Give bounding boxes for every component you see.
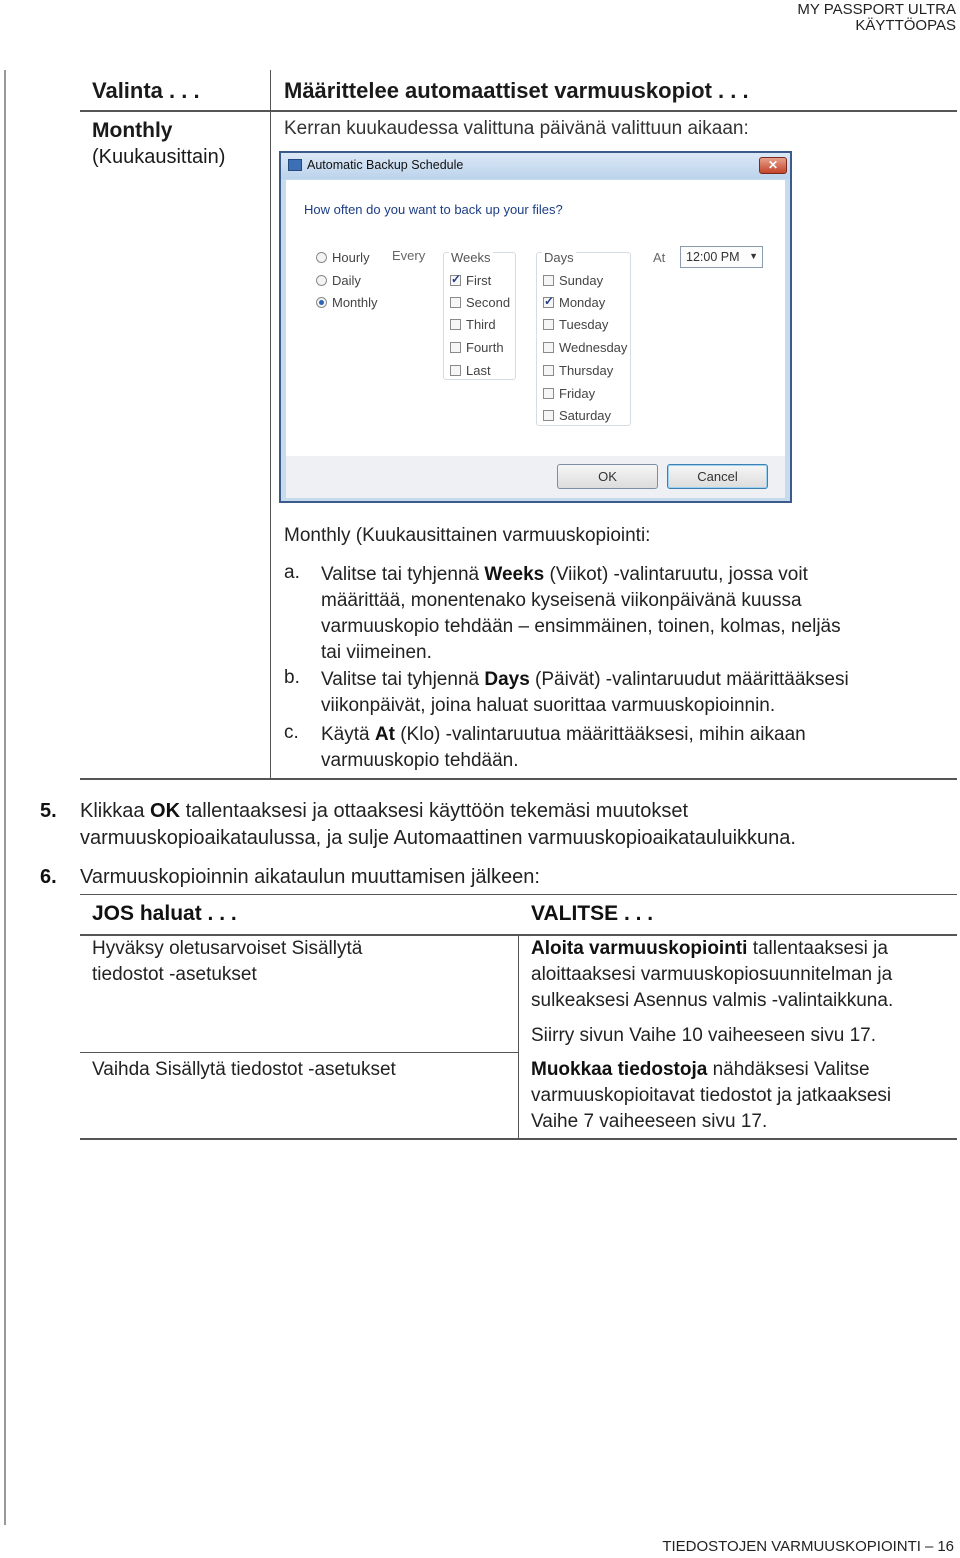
radio-label: Hourly: [332, 250, 370, 265]
running-header: [797, 2, 956, 34]
row1-right: [531, 936, 893, 1014]
dialog-titlebar: [281, 153, 790, 179]
checkbox-day-sunday[interactable]: [543, 273, 603, 288]
item-b-bold: Days: [484, 669, 530, 690]
item-b-text: [321, 667, 849, 719]
col-header-option: Valinta . . .: [92, 78, 200, 103]
checkbox-week-second[interactable]: [450, 295, 510, 310]
checkbox-label: First: [466, 273, 492, 288]
step-5-pre: Klikkaa: [80, 800, 151, 822]
footer-separator: –: [924, 1538, 934, 1555]
at-label: At: [653, 250, 666, 265]
radio-daily[interactable]: [316, 273, 361, 288]
row2-right-line3: Vaihe 7 vaiheeseen sivu 17.: [531, 1111, 768, 1132]
checkbox-label: Monday: [559, 295, 606, 310]
app-icon: [288, 159, 302, 171]
item-letter-b: b.: [284, 667, 300, 688]
footer-page-number: 16: [937, 1538, 954, 1555]
row2-right-bold: Muokkaa tiedostoja: [531, 1059, 708, 1080]
table-row-divider: [80, 1052, 518, 1053]
item-a-bold: Weeks: [484, 564, 545, 585]
row-label-monthly-fi: (Kuukausittain): [92, 146, 226, 168]
col-header-if-you-want: JOS haluat . . .: [92, 902, 237, 925]
checkbox-label: Wednesday: [559, 340, 628, 355]
checkbox-day-friday[interactable]: [543, 386, 595, 401]
item-a-line3: varmuuskopio tehdään – ensimmäinen, toinen, kolmas, neljäs: [321, 616, 841, 637]
checkbox-day-monday[interactable]: [543, 295, 605, 310]
step-6-number: 6.: [40, 866, 57, 888]
step-6-text: Varmuuskopioinnin aikataulun muuttamisen jälkeen:: [80, 866, 540, 888]
item-c-pre: Käytä: [321, 724, 375, 745]
checkbox-day-saturday[interactable]: [543, 408, 611, 423]
radio-label: Daily: [332, 273, 361, 288]
row1-right-line1: tallentaaksesi ja: [747, 938, 888, 959]
dropdown-arrow-icon: ▼: [749, 251, 758, 261]
weeks-group-title: Weeks: [451, 250, 491, 265]
checkbox-box: [543, 275, 554, 286]
checkbox-box: [450, 275, 461, 286]
checkbox-box: [450, 297, 461, 308]
item-letter-a: a.: [284, 562, 300, 583]
table-column-divider: [518, 935, 519, 1140]
item-a-text: [321, 562, 841, 666]
row1-left: [92, 936, 362, 988]
checkbox-box: [543, 365, 554, 376]
item-letter-c: c.: [284, 722, 299, 743]
row2-right-line1: nähdäksesi Valitse: [707, 1059, 870, 1080]
days-group-title: Days: [544, 250, 574, 265]
table-column-divider: [270, 70, 271, 780]
checkbox-week-last[interactable]: [450, 363, 491, 378]
row1-right-line2: aloittaaksesi varmuuskopiosuunnitelman ja: [531, 964, 893, 985]
item-c-line2: varmuuskopio tehdään.: [321, 750, 519, 771]
close-icon[interactable]: ✕: [759, 157, 787, 174]
row1-left-line2: tiedostot -asetukset: [92, 964, 257, 985]
checkbox-label: Tuesday: [559, 317, 609, 332]
checkbox-box: [450, 365, 461, 376]
dialog-footer: [286, 456, 785, 498]
checkbox-day-thursday[interactable]: [543, 363, 613, 378]
step-5-number: 5.: [40, 800, 57, 822]
item-b-pre: Valitse tai tyhjennä: [321, 669, 485, 690]
dialog-title: Automatic Backup Schedule: [307, 158, 464, 172]
checkbox-day-tuesday[interactable]: [543, 317, 608, 332]
checkbox-label: Sunday: [559, 273, 604, 288]
header-doc-type: KÄYTTÖOPAS: [855, 17, 956, 34]
checkbox-label: Saturday: [559, 408, 612, 423]
checkbox-day-wednesday[interactable]: [543, 340, 627, 355]
checkbox-box: [450, 319, 461, 330]
row1-right-goto: Siirry sivun Vaihe 10 vaiheeseen sivu 17.: [531, 1025, 877, 1046]
radio-label: Monthly: [332, 295, 378, 310]
header-product: MY PASSPORT ULTRA: [797, 1, 956, 18]
checkbox-label: Third: [466, 317, 496, 332]
item-a-line2: määrittää, monentenako kyseisenä viikonpäivänä kuussa: [321, 590, 802, 611]
item-b-line2: viikonpäivät, joina haluat suorittaa varmuuskopioinnin.: [321, 695, 776, 716]
item-b-post: (Päivät) -valintaruudut määrittääksesi: [529, 669, 849, 690]
cancel-button[interactable]: Cancel: [667, 464, 768, 489]
checkbox-label: Fourth: [466, 340, 504, 355]
ok-button[interactable]: OK: [557, 464, 658, 489]
row-description: Kerran kuukaudessa valittuna päivänä valittuun aikaan:: [284, 118, 749, 139]
row2-right: [531, 1057, 891, 1135]
item-c-text: [321, 722, 806, 774]
table-header-rule: [80, 110, 957, 112]
row2-right-line2: varmuuskopioitavat tiedostot ja jatkaaksesi: [531, 1085, 892, 1106]
checkbox-label: Friday: [559, 386, 596, 401]
frequency-question: How often do you want to back up your files?: [304, 202, 563, 217]
col-header-choose: VALITSE . . .: [531, 902, 654, 925]
item-c-post: (Klo) -valintaruutua määrittääksesi, mihin aikaan: [394, 724, 806, 745]
row2-left: Vaihda Sisällytä tiedostot -asetukset: [92, 1059, 396, 1080]
running-footer: [662, 1538, 954, 1555]
table-bottom-rule: [80, 778, 957, 780]
row1-right-bold: Aloita varmuuskopiointi: [531, 938, 748, 959]
step-5-bold: OK: [150, 800, 181, 822]
footer-section: TIEDOSTOJEN VARMUUSKOPIOINTI: [662, 1538, 921, 1555]
checkbox-label: Thursday: [559, 363, 614, 378]
item-a-pre: Valitse tai tyhjennä: [321, 564, 485, 585]
row-label-monthly: Monthly: [92, 119, 173, 142]
radio-hourly[interactable]: [316, 250, 370, 265]
choices-table: [80, 894, 957, 1140]
time-select[interactable]: [680, 246, 763, 268]
checkbox-week-third[interactable]: [450, 317, 496, 332]
left-margin-rule: [4, 70, 6, 1525]
item-a-post: (Viikot) -valintaruutu, jossa voit: [544, 564, 808, 585]
checkbox-box: [543, 410, 554, 421]
checkbox-box: [543, 388, 554, 399]
automatic-backup-schedule-dialog: [279, 151, 792, 503]
checkbox-box: [543, 342, 554, 353]
checkbox-label: Last: [466, 363, 491, 378]
checkbox-box: [450, 342, 461, 353]
checkbox-box: [543, 297, 554, 308]
dialog-body: [286, 180, 785, 456]
every-label: Every: [392, 248, 426, 263]
checkbox-box: [543, 319, 554, 330]
radio-indicator: [316, 252, 327, 263]
row1-left-line1: Hyväksy oletusarvoiset Sisällytä: [92, 938, 363, 959]
radio-monthly[interactable]: [316, 295, 378, 310]
step-5-line2: varmuuskopioaikataulussa, ja sulje Automaattinen varmuuskopioaikatauluikkuna.: [80, 827, 796, 849]
checkbox-week-first[interactable]: [450, 273, 491, 288]
radio-indicator: [316, 275, 327, 286]
row1-right-line3: sulkeaksesi Asennus valmis -valintaikkuna.: [531, 990, 894, 1011]
step-5-text: [80, 798, 796, 852]
col-header-description: Määrittelee automaattiset varmuuskopiot . . .: [284, 78, 749, 103]
item-c-bold: At: [374, 724, 395, 745]
checkbox-week-fourth[interactable]: [450, 340, 504, 355]
item-a-line4: tai viimeinen.: [321, 642, 432, 663]
radio-indicator: [316, 297, 327, 308]
step-5-post: tallentaaksesi ja ottaaksesi käyttöön tekemäsi muutokset: [180, 800, 689, 822]
monthly-intro: Monthly (Kuukausittainen varmuuskopiointi:: [284, 525, 651, 546]
checkbox-label: Second: [466, 295, 511, 310]
time-value: 12:00 PM: [686, 250, 740, 264]
table-top-rule: [80, 894, 957, 895]
